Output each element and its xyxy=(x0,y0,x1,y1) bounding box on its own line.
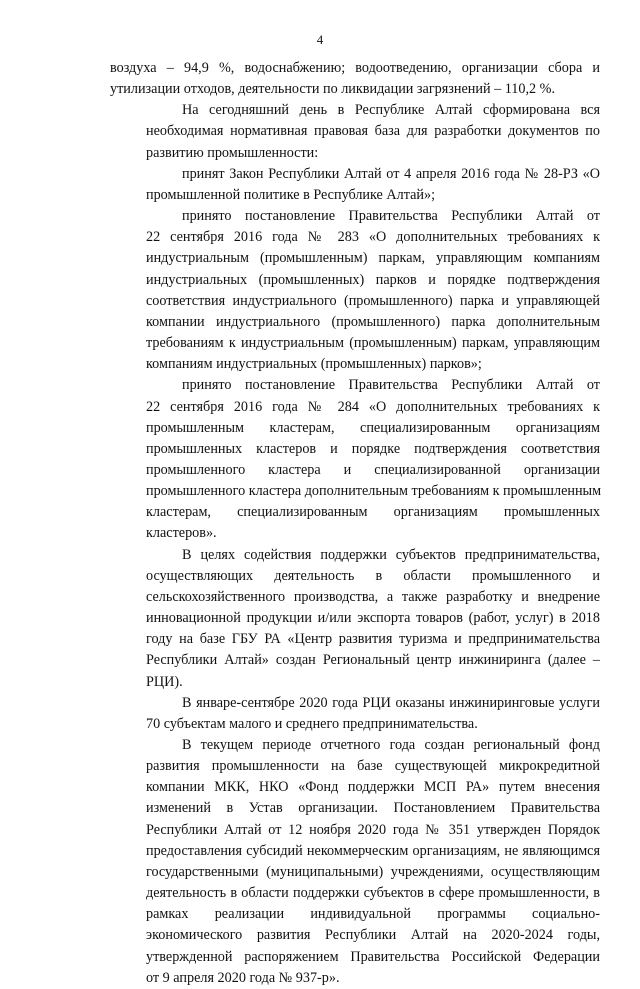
text-line: В текущем периоде отчетного года создан региональный фонд xyxy=(182,737,600,753)
text-line: предоставления субсидий некоммерческим организациям, не являющимся xyxy=(146,842,600,859)
text-line: утвержденной распоряжением Правительства Российской Федерации xyxy=(146,948,600,965)
text-line: деятельность в области поддержки субъектов в сфере промышленности, в xyxy=(146,885,600,902)
text-line: инновационной продукции и/или экспорта товаров (работ, услуг) в 2018 xyxy=(146,610,600,627)
text-line: На сегодняшний день в Республике Алтай сформирована вся xyxy=(182,102,600,119)
page-number: 4 xyxy=(316,32,324,47)
text-line: экономического развития Республики Алтай на 2020-2024 годы, xyxy=(146,927,600,944)
text-line: воздуха – 94,9 %, водоснабжению; водоотведению, организации сбора и xyxy=(110,60,600,76)
text-line: требованиям к индустриальным (промышленным) паркам, управляющим xyxy=(146,335,600,352)
text-line: развития промышленности на базе существующей микрокредитной xyxy=(146,758,600,775)
text-line: промышленным кластерам, специализированным организациям xyxy=(146,419,600,436)
text-line: промышленных кластеров и порядке подтверждения соответствия xyxy=(146,440,600,457)
text-line: необходимая нормативная правовая база для разработки документов по xyxy=(146,123,600,140)
text-line: принято постановление Правительства Республики Алтай от xyxy=(182,377,600,394)
text-line: развитию промышленности: xyxy=(146,144,319,161)
text-line: компаниям индустриальных (промышленных) парков»; xyxy=(146,356,482,373)
paragraph xyxy=(110,693,600,735)
text-line: промышленного кластера и специализированной организации xyxy=(146,461,600,478)
text-line: Республики Алтай от 12 ноября 2020 года № 351 утвержден Порядок xyxy=(146,821,600,838)
text-line: В январе-сентябре 2020 года РЦИ оказаны инжиниринговые услуги xyxy=(182,694,600,711)
paragraph xyxy=(110,735,600,989)
text-line: от 9 апреля 2020 года № 937-р». xyxy=(146,969,340,986)
text-line: государственными (муниципальными) учреждениями, осуществляющим xyxy=(146,863,600,880)
text-line: Республики Алтай» создан Региональный центр инжиниринга (далее – xyxy=(146,652,600,669)
text-line: промышленной политике в Республике Алтай»; xyxy=(146,186,436,203)
text-line: утилизации отходов, деятельности по ликвидации загрязнений – 110,2 %. xyxy=(110,81,556,98)
text-line: компании индустриального (промышленного) парка дополнительным xyxy=(146,313,600,330)
text-line: принято постановление Правительства Республики Алтай от xyxy=(182,208,600,225)
text-line: 70 субъектам малого и среднего предпринимательства. xyxy=(146,715,478,732)
text-line: 22 сентября 2016 года № 283 «О дополнительных требованиях к xyxy=(146,229,600,246)
text-line: изменений в Устав организации. Постановлением Правительства xyxy=(146,800,600,817)
text-line: кластеров». xyxy=(146,525,217,542)
paragraph xyxy=(110,100,600,163)
text-line: РЦИ). xyxy=(146,673,183,690)
paragraph xyxy=(110,164,600,206)
text-line: компании МКК, НКО «Фонд поддержки МСП РА» путем внесения xyxy=(146,779,600,796)
text-line: принят Закон Республики Алтай от 4 апреля 2016 года № 28-РЗ «О xyxy=(182,165,600,182)
paragraph xyxy=(110,545,600,693)
text-line: промышленного кластера дополнительным требованиям к промышленным xyxy=(146,483,602,500)
text-line: сельскохозяйственного производства, а также разработку и внедрение xyxy=(146,588,600,605)
text-line: году на базе ГБУ РА «Центр развития туризма и предпринимательства xyxy=(146,631,600,648)
text-line: соответствия индустриального (промышленного) парка и управляющей xyxy=(146,292,600,309)
text-line: рамках реализации индивидуальной программы социально- xyxy=(146,906,600,923)
text-line: индустриальных (промышленных) парков и порядке подтверждения xyxy=(146,271,600,288)
paragraph xyxy=(110,206,600,375)
document-body xyxy=(110,58,600,989)
text-line: 22 сентября 2016 года № 284 «О дополнительных требованиях к xyxy=(146,398,600,415)
text-line: В целях содействия поддержки субъектов предпринимательства, xyxy=(182,546,600,563)
paragraph xyxy=(110,58,600,100)
text-line: осуществляющих деятельность в области промышленного и xyxy=(146,567,600,584)
text-line: кластерам, специализированным организациям промышленных xyxy=(146,504,600,521)
text-line: индустриальным (промышленным) паркам, управляющим компаниям xyxy=(146,250,600,267)
paragraph xyxy=(110,375,600,544)
